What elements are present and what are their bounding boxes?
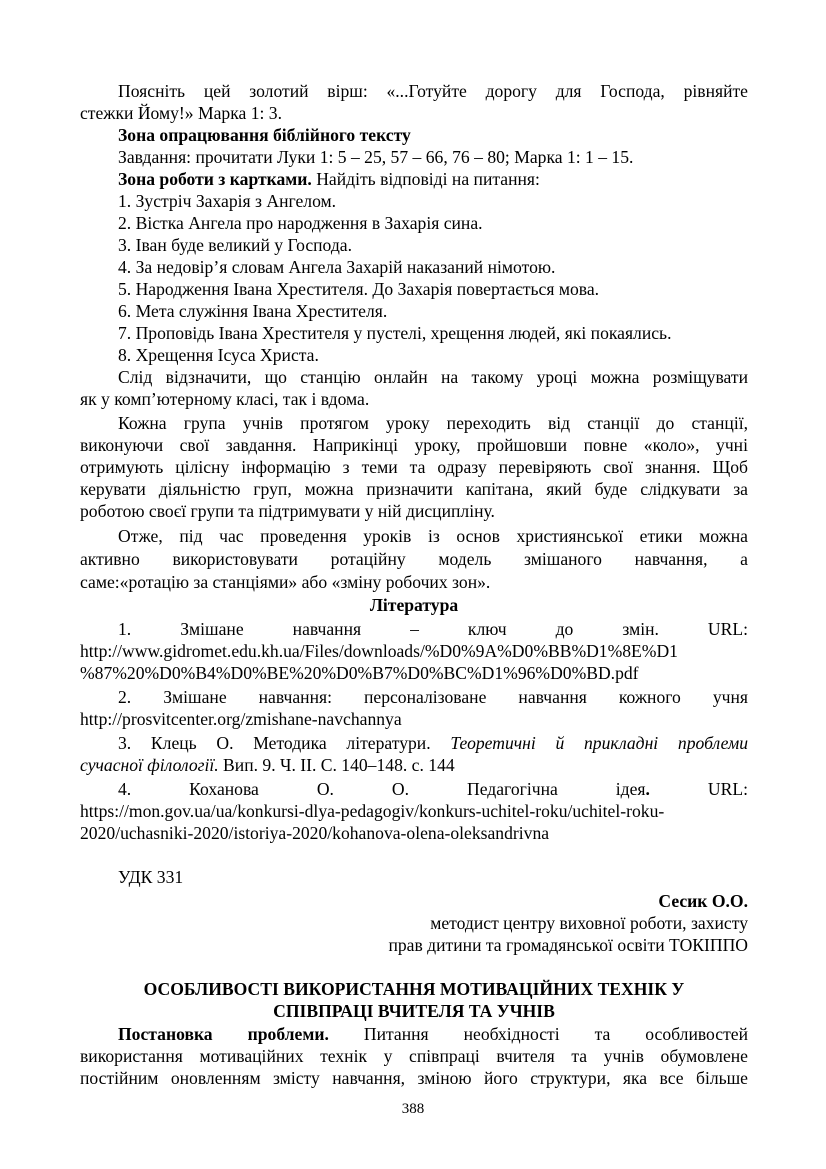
card-question: 1. Зустріч Захарія з Ангелом.	[118, 191, 337, 211]
reference-2-url: http://prosvitcenter.org/zmishane-navchannya	[80, 709, 402, 729]
udk-code: УДК 331	[118, 867, 184, 887]
groups-paragraph-line: Кожна група учнів протягом уроку переходить від станції до станції,	[118, 413, 748, 433]
page-number: 388	[401, 1101, 425, 1117]
problem-statement-heading: Постановка проблеми.	[118, 1024, 329, 1044]
literature-heading: Література	[369, 595, 459, 615]
reference-4-title: 4. Коханова О. О. Педагогічна ідея	[118, 779, 646, 799]
golden-verse-line: стежки Йому!» Марка 1: 3.	[80, 103, 282, 123]
golden-verse-line: Поясніть цей золотий вірш: «...Готуйте дорогу для Господа, рівняйте	[118, 81, 748, 101]
problem-statement-line	[80, 1023, 748, 1045]
card-question: 4. За недовір’я словам Ангела Захарій наказаний німотою.	[118, 257, 556, 277]
online-paragraph-line: як у комп’ютерному класі, так і вдома.	[80, 389, 370, 409]
zone-cards-heading-bold: Зона роботи з картками.	[118, 169, 312, 189]
groups-paragraph-line: виконуючи свої завдання. Наприкінці уроку, пройшовши повне «коло», учні	[80, 435, 748, 455]
reference-1-url: %87%20%D0%B4%D0%BE%20%D0%B7%D0%BC%D1%96%D0%BD.pdf	[80, 663, 639, 683]
conclusion-paragraph-line: саме:«ротацію за станціями» або «зміну робочих зон».	[80, 572, 491, 592]
reference-3-author: 3. Клець О. Методика літератури.	[118, 733, 451, 753]
conclusion-paragraph-line: активно використовувати ротаційну модель змішаного навчання, а	[80, 549, 748, 569]
zone-bible-task: Завдання: прочитати Луки 1: 5 – 25, 57 – 66, 76 – 80; Марка 1: 1 – 15.	[118, 147, 634, 167]
groups-paragraph-line: роботою своєї групи та підтримувати у ній дисципліну.	[80, 501, 495, 521]
card-question: 8. Хрещення Ісуса Христа.	[118, 345, 319, 365]
card-question: 6. Мета служіння Івана Хрестителя.	[118, 301, 388, 321]
conclusion-paragraph-line: Отже, під час проведення уроків із основ християнської етики можна	[118, 526, 748, 546]
reference-4-url: 2020/uchasniki-2020/istoriya-2020/kohanova-olena-oleksandrivna	[80, 823, 550, 843]
card-question: 3. Іван буде великий у Господа.	[118, 235, 352, 255]
zone-cards-heading	[80, 168, 748, 190]
zone-bible-heading: Зона опрацювання біблійного тексту	[118, 125, 411, 145]
card-question: 7. Проповідь Івана Хрестителя у пустелі, хрещення людей, які покаялись.	[118, 323, 672, 343]
reference-1-line: 1. Змішане навчання – ключ до змін. URL:	[118, 619, 748, 639]
online-paragraph-line: Слід відзначити, що станцію онлайн на такому уроці можна розміщувати	[118, 367, 748, 387]
reference-4-url-label: URL:	[649, 779, 748, 799]
reference-2-line: 2. Змішане навчання: персоналізоване навчання кожного учня	[118, 687, 748, 707]
author-position: прав дитини та громадянської освіти ТОКІППО	[388, 935, 748, 955]
author-name: Сесик О.О.	[658, 891, 748, 911]
reference-3-journal: Теоретичні й прикладні проблеми	[450, 733, 748, 753]
card-question: 2. Вістка Ангела про народження в Захарія сина.	[118, 213, 483, 233]
reference-3-line	[80, 754, 748, 776]
reference-4-dot: .	[645, 779, 650, 799]
reference-1-url: http://www.gidromet.edu.kh.ua/Files/downloads/%D0%9A%D0%BB%D1%8E%D1	[80, 641, 678, 661]
reference-4-line	[80, 778, 748, 800]
problem-statement-line: постійним оновленням змісту навчання, зміною його структури, яка все більше	[80, 1068, 748, 1088]
zone-cards-heading-rest: Найдіть відповіді на питання:	[311, 169, 540, 189]
author-position: методист центру виховної роботи, захисту	[430, 913, 748, 933]
article-title: СПІВПРАЦІ ВЧИТЕЛЯ ТА УЧНІВ	[273, 1001, 555, 1021]
card-question: 5. Народження Івана Хрестителя. До Захарія повертається мова.	[118, 279, 600, 299]
reference-3-pages: Вип. 9. Ч. ІІ. С. 140–148. с. 144	[218, 755, 455, 775]
groups-paragraph-line: отримують цілісну інформацію з теми та одразу перевіряють свої знання. Щоб	[80, 457, 748, 477]
article-title: ОСОБЛИВОСТІ ВИКОРИСТАННЯ МОТИВАЦІЙНИХ ТЕХНІК У	[143, 979, 685, 999]
reference-3-journal: сучасної філології.	[80, 755, 219, 775]
problem-statement-line: використання мотиваційних технік у співпраці вчителя та учнів обумовлене	[80, 1046, 748, 1066]
groups-paragraph-line: керувати діяльністю груп, можна призначити капітана, який буде слідкувати за	[80, 479, 748, 499]
reference-4-url: https://mon.gov.ua/ua/konkursi-dlya-pedagogiv/konkurs-uchitel-roku/uchitel-roku-	[80, 801, 665, 821]
reference-3-line	[80, 732, 748, 754]
problem-statement-text: Питання необхідності та особливостей	[328, 1024, 748, 1044]
